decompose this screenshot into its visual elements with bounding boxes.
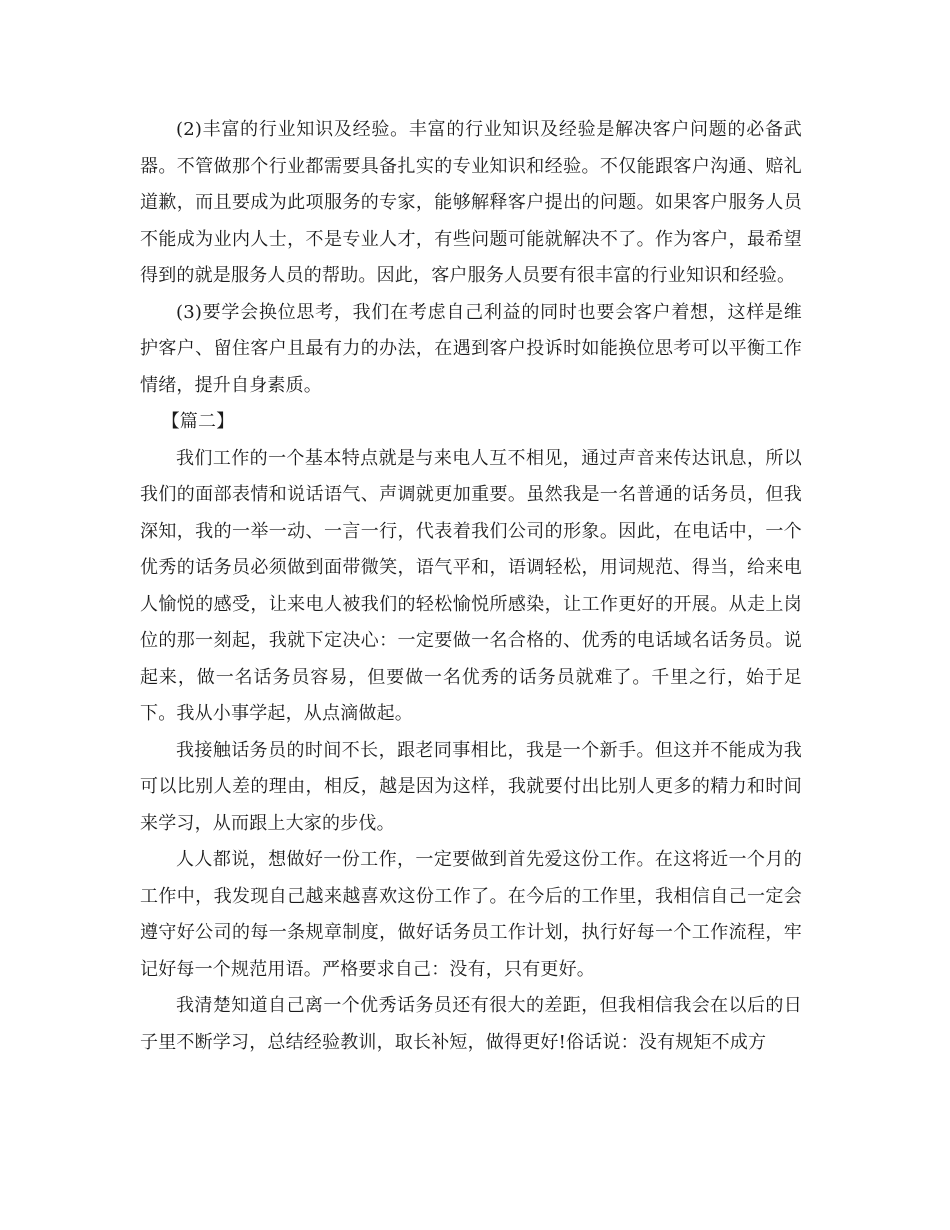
paragraph-love-work: 人人都说，想做好一份工作，一定要做到首先爱这份工作。在这将近一个月的工作中，我发现自己越来越喜欢这份工作了。在今后的工作里，我相信自己一定会遵守好公司的每一条规章制度，做好话务员工作计划，执行好每一个工作流程，牢记好每一个规范用语。严格要求自己：没有，只有更好。 [140,849,802,980]
paragraph-work-characteristics: 我们工作的一个基本特点就是与来电人互不相见，通过声音来传达讯息，所以我们的面部表情和说话语气、声调就更加重要。虽然我是一名普通的话务员，但我深知，我的一举一动、一言一行，代表着我们公司的形象。因此，在电话中，一个优秀的话务员必须做到面带微笑，语气平和，语调轻松，用词规范、得当，给来电人愉悦的感受，让来电人被我们的轻松愉悦所感染，让工作更好的开展。从走上岗位的那一刻起，我就下定决心：一定要做一名合格的、优秀的电话域名话务员。说起来，做一名话务员容易，但要做一名优秀的话务员就难了。千里之行，始于足下。我从小事学起，从点滴做起。 [140,447,802,724]
paragraph-empathy: (3)要学会换位思考，我们在考虑自己利益的同时也要会客户着想，这样是维护客户、留住客户且最有力的办法，在遇到客户投诉时如能换位思考可以平衡工作情绪，提升自身素质。 [140,301,802,396]
paragraph-newcomer: 我接触话务员的时间不长，跟老同事相比，我是一个新手。但这并不能成为我可以比别人差的理由，相反，越是因为这样，我就要付出比别人更多的精力和时间来学习，从而跟上大家的步伐。 [140,739,802,834]
document-body [140,112,802,1061]
paragraph-industry-knowledge: (2)丰富的行业知识及经验。丰富的行业知识及经验是解决客户问题的必备武器。不管做那个行业都需要具备扎实的专业知识和经验。不仅能跟客户沟通、赔礼道歉，而且要成为此项服务的专家，能够解释客户提出的问题。如果客户服务人员不能成为业内人士，不是专业人才，有些问题可能就解决不了。作为客户，最希望得到的就是服务人员的帮助。因此，客户服务人员要有很丰富的行业知识和经验。 [140,119,802,286]
section-heading: 【篇二】 [161,411,235,432]
paragraph-gap: 我清楚知道自己离一个优秀话务员还有很大的差距，但我相信我会在以后的日子里不断学习，总结经验教训，取长补短，做得更好!俗话说：没有规矩不成方 [140,995,802,1053]
